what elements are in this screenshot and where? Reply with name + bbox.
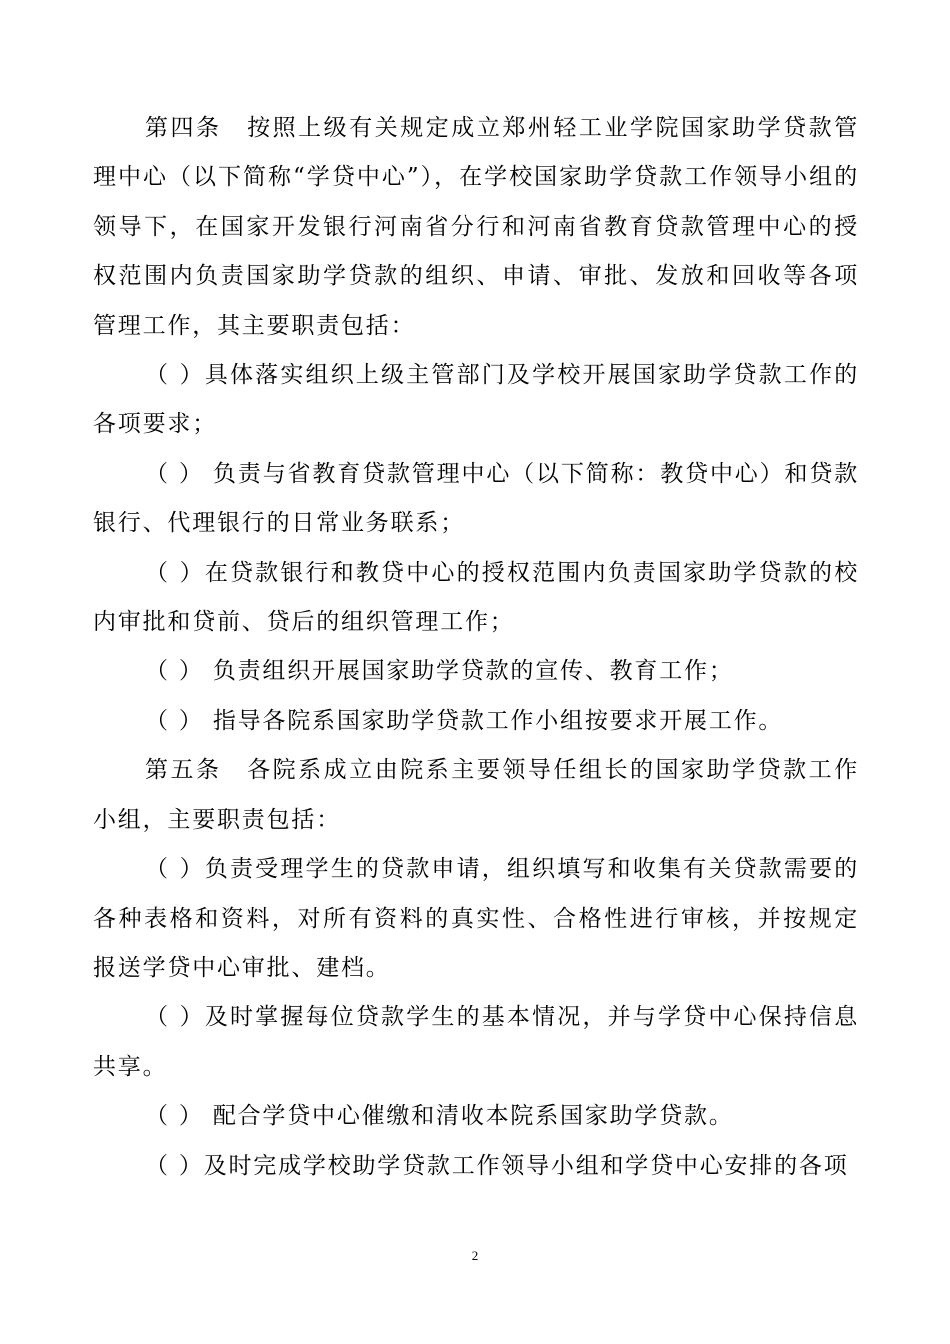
article-4-item-4: （ ） 负责组织开展国家助学贷款的宣传、教育工作；: [145, 658, 734, 685]
article-5-item-4: （ ）及时完成学校助学贷款工作领导小组和学贷中心安排的各项: [145, 1152, 849, 1179]
article-5-item-3: （ ） 配合学贷中心催缴和清收本院系国家助学贷款。: [145, 1103, 734, 1130]
article-4-item-1: （ ）具体落实组织上级主管部门及学校开展国家助学贷款工作的各项要求；: [93, 362, 859, 438]
article-4-paragraph: 第四条 按照上级有关规定成立郑州轻工业学院国家助学贷款管理中心（以下简称“学贷中心”），在学校国家助学贷款工作领导小组的领导下，在国家开发银行河南省分行和河南省教育贷款管理中心的授权范围内负责国家助学贷款的组织、申请、审批、发放和回收等各项管理工作，其主要职责包括：: [93, 115, 859, 339]
article-4-item-5: （ ） 指导各院系国家助学贷款工作小组按要求开展工作。: [145, 707, 784, 734]
article-5-item-2: （ ）及时掌握每位贷款学生的基本情况，并与学贷中心保持信息共享。: [93, 1004, 859, 1080]
page-number: 2: [471, 1248, 479, 1263]
document-body: [93, 104, 859, 1191]
article-4-item-3: （ ）在贷款银行和教贷中心的授权范围内负责国家助学贷款的校内审批和贷前、贷后的组织管理工作；: [93, 559, 859, 636]
article-5-item-1: （ ）负责受理学生的贷款申请，组织填写和收集有关贷款需要的各种表格和资料，对所有资料的真实性、合格性进行审核，并按规定报送学贷中心审批、建档。: [93, 856, 859, 981]
article-5-paragraph: 第五条 各院系成立由院系主要领导任组长的国家助学贷款工作小组，主要职责包括：: [93, 757, 859, 833]
article-4-item-2: （ ） 负责与省教育贷款管理中心（以下简称：教贷中心）和贷款银行、代理银行的日常业务联系；: [93, 460, 859, 537]
